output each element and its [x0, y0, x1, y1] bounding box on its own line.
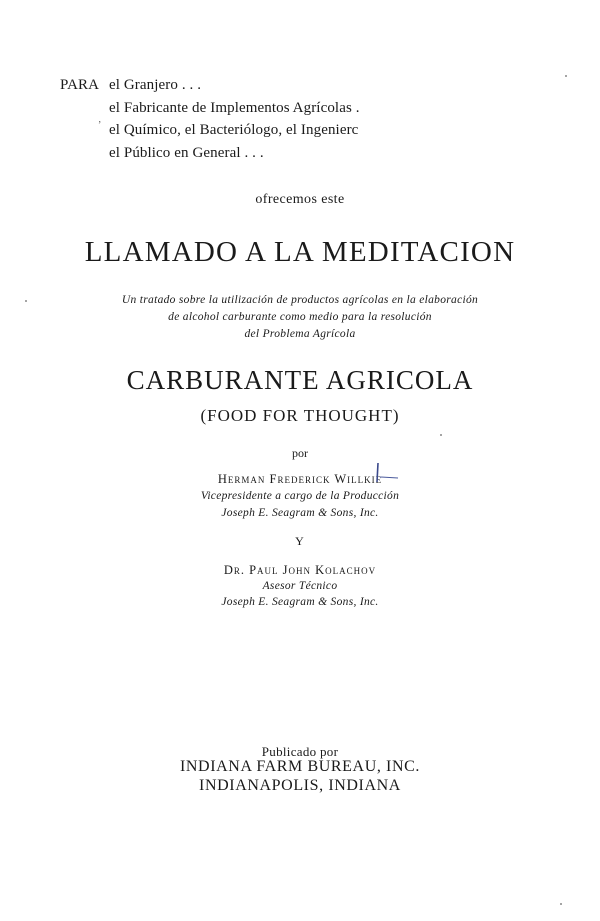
author-2-name: Dr. Paul John Kolachov: [223, 563, 377, 577]
author-2-company: Joseph E. Seagram & Sons, Inc.: [221, 596, 379, 608]
publisher-name: INDIANA FARM BUREAU, INC.: [179, 758, 421, 775]
publisher-city: INDIANAPOLIS, INDIANA: [199, 777, 401, 794]
dedication-line-2: el Fabricante de Implementos Agrícolas .: [109, 100, 360, 116]
main-title: LLAMADO A LA MEDITACION: [84, 236, 516, 268]
stray-mark: ’: [98, 120, 102, 131]
dedication-line-1: el Granjero . . .: [109, 77, 202, 93]
author-2-role: Asesor Técnico: [262, 580, 338, 592]
subtitle-line-2: de alcohol carburante como medio para la resolución: [168, 311, 432, 323]
offer-text: ofrecemos este: [255, 192, 345, 207]
paper-speck: [560, 903, 562, 905]
paper-speck: [25, 300, 27, 302]
dedication-block: [0, 0, 600, 170]
author-1-company: Joseph E. Seagram & Sons, Inc.: [221, 507, 379, 519]
dedication-line-3: el Químico, el Bacteriólogo, el Ingenierc: [109, 122, 359, 138]
author-1-role: Vicepresidente a cargo de la Producción: [200, 490, 400, 502]
conjunction: Y: [295, 534, 305, 548]
author-1-name: Herman Frederick Willkie: [217, 472, 383, 486]
paper-speck: [565, 75, 567, 77]
dedication-line-4: el Público en General . . .: [109, 145, 264, 161]
dedication-prefix: PARA: [60, 77, 100, 93]
publisher-label: Publicado por: [261, 744, 339, 759]
book-title: CARBURANTE AGRICOLA: [126, 365, 474, 395]
english-title: (FOOD FOR THOUGHT): [200, 406, 400, 425]
by-word: por: [292, 446, 308, 460]
subtitle-line-3: del Problema Agrícola: [244, 328, 356, 340]
subtitle-line-1: Un tratado sobre la utilización de productos agrícolas en la elaboración: [121, 294, 479, 306]
pencil-mark-icon: [374, 462, 400, 484]
paper-speck: [440, 434, 442, 436]
